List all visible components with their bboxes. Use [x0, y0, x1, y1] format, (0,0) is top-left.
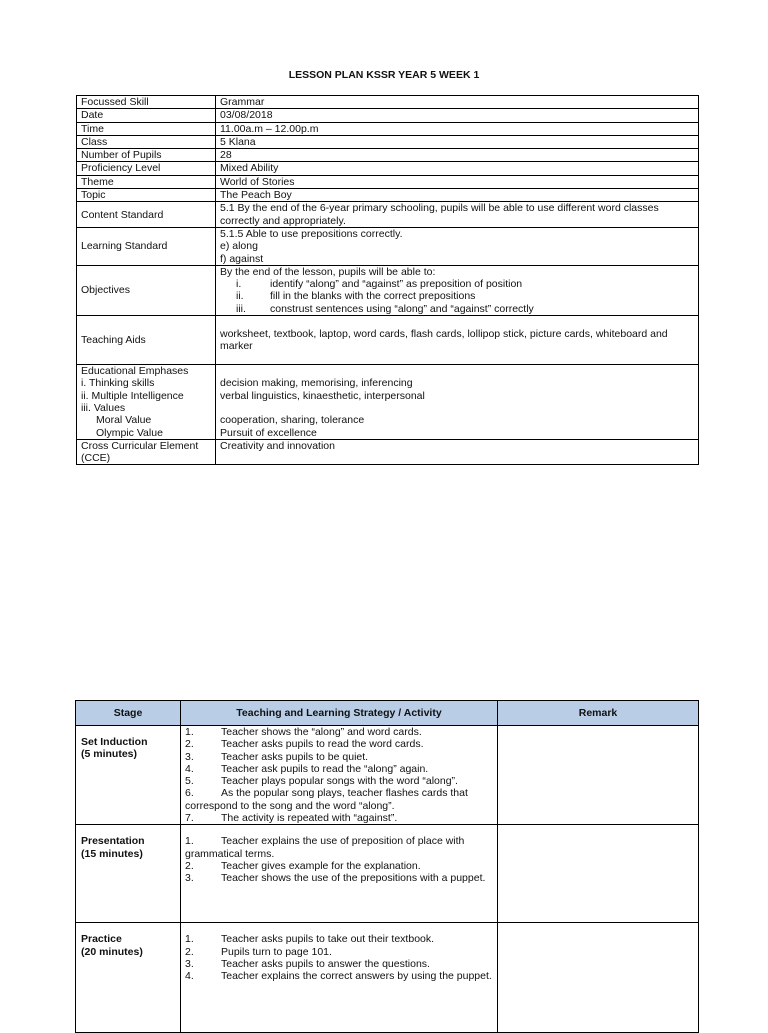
objective-text: fill in the blanks with the correct prepositions [270, 290, 476, 303]
cce-label-line: Cross Curricular Element [81, 439, 199, 452]
row-teaching-aids [77, 316, 699, 365]
step-text: Teacher asks pupils to answer the questions. [221, 957, 430, 970]
label-content-standard: Content Standard [77, 202, 216, 228]
row-focussed-skill [77, 96, 699, 109]
header-activity: Teaching and Learning Strategy / Activity [181, 701, 498, 726]
emphases-olympic: Pursuit of excellence [220, 426, 317, 439]
step-text: Teacher ask pupils to read the “along” again. [221, 762, 429, 775]
label-proficiency: Proficiency Level [77, 162, 216, 175]
step-num: 5. [185, 775, 194, 788]
label-pupils: Number of Pupils [77, 149, 216, 162]
page-title: LESSON PLAN KSSR YEAR 5 WEEK 1 [288, 69, 480, 81]
step-item [185, 738, 493, 750]
steps-list [185, 933, 493, 982]
emphases-thinking: decision making, memorising, inferencing [220, 377, 413, 390]
step-item [185, 872, 493, 884]
steps-list [185, 835, 493, 884]
step-item [185, 835, 493, 860]
step-item [185, 946, 493, 958]
step-num: 3. [185, 750, 194, 763]
step-num: 2. [185, 945, 194, 958]
step-item [185, 751, 493, 763]
step-text: Teacher asks pupils to take out their textbook. [221, 933, 435, 946]
label-teaching-aids: Teaching Aids [77, 316, 216, 365]
stage-cell [76, 726, 181, 825]
value-objectives [216, 265, 699, 315]
step-text: Teacher asks pupils to be quiet. [221, 750, 369, 763]
step-item [185, 860, 493, 872]
row-pupils [77, 149, 699, 162]
value-date: 03/08/2018 [216, 109, 699, 122]
emphases-title: Educational Emphases [81, 365, 189, 378]
row-time [77, 122, 699, 135]
step-num: 6. [185, 787, 194, 800]
plan-row-presentation [76, 825, 699, 923]
step-num: 1. [185, 835, 194, 848]
value-proficiency: Mixed Ability [216, 162, 699, 175]
objectives-list [220, 278, 694, 315]
row-theme [77, 175, 699, 188]
row-cce [77, 439, 699, 465]
remark-cell [498, 825, 699, 923]
step-num: 4. [185, 762, 194, 775]
step-text: The activity is repeated with “against”. [221, 812, 398, 825]
value-content-standard: 5.1 By the end of the 6-year primary schooling, pupils will be able to use different word classes correctly and appropriately. [216, 202, 699, 228]
row-class [77, 135, 699, 148]
value-topic: The Peach Boy [216, 189, 699, 202]
objectives-intro: By the end of the lesson, pupils will be able to: [220, 265, 436, 278]
emphases-olympic-label: Olympic Value [96, 426, 163, 439]
emphases-moral: cooperation, sharing, tolerance [220, 414, 365, 427]
step-text: Teacher gives example for the explanation. [221, 859, 421, 872]
step-item [185, 787, 493, 812]
value-time: 11.00a.m – 12.00p.m [216, 122, 699, 135]
stage-duration: (5 minutes) [81, 748, 138, 761]
objective-text: construst sentences using “along” and “against” correctly [270, 302, 534, 315]
label-objectives: Objectives [77, 265, 216, 315]
row-objectives [77, 265, 699, 315]
label-date: Date [77, 109, 216, 122]
activity-cell [181, 923, 498, 1033]
label-learning-standard: Learning Standard [77, 227, 216, 265]
label-cce [77, 439, 216, 465]
step-num: 4. [185, 970, 194, 983]
step-num: 1. [185, 933, 194, 946]
value-focussed-skill: Grammar [216, 96, 699, 109]
row-proficiency [77, 162, 699, 175]
label-theme: Theme [77, 175, 216, 188]
step-item [185, 812, 493, 824]
header-remark: Remark [498, 701, 699, 726]
stage-name: Set Induction [81, 736, 148, 748]
value-pupils: 28 [216, 149, 699, 162]
step-item [185, 958, 493, 970]
step-text: Teacher plays popular songs with the word “along”. [221, 775, 458, 788]
emphases-moral-label: Moral Value [96, 414, 152, 427]
row-topic [77, 189, 699, 202]
label-focussed-skill: Focussed Skill [77, 96, 216, 109]
objective-num: iii. [236, 302, 246, 315]
stage-duration: (15 minutes) [81, 847, 143, 860]
value-theme: World of Stories [216, 175, 699, 188]
value-learning-standard [216, 227, 699, 265]
value-teaching-aids: worksheet, textbook, laptop, word cards, flash cards, lollipop stick, picture cards, whiteboard and marker [216, 316, 699, 365]
emphases-thinking-label: i. Thinking skills [81, 377, 155, 390]
emphases-mi-label: ii. Multiple Intelligence [81, 389, 184, 402]
plan-header-row [76, 701, 699, 726]
row-educational-emphases [77, 365, 699, 440]
step-num: 2. [185, 859, 194, 872]
value-educational-emphases [216, 365, 699, 440]
value-cce: Creativity and innovation [216, 439, 699, 465]
step-item [185, 775, 493, 787]
step-text: Teacher asks pupils to read the word cards. [221, 738, 424, 751]
lesson-info-table [76, 95, 699, 465]
step-text: Teacher explains the use of preposition of place with grammatical terms. [185, 835, 465, 860]
stage-cell [76, 825, 181, 923]
label-educational-emphases [77, 365, 216, 440]
step-num: 2. [185, 738, 194, 751]
step-text: Pupils turn to page 101. [221, 945, 332, 958]
emphases-mi: verbal linguistics, kinaesthetic, interpersonal [220, 389, 425, 402]
learning-standard-line: f) against [220, 252, 264, 265]
stage-name: Presentation [81, 835, 145, 848]
step-num: 7. [185, 812, 194, 825]
step-item [185, 970, 493, 982]
plan-row-set-induction [76, 726, 699, 825]
step-text: Teacher shows the “along” and word cards. [221, 726, 422, 738]
row-content-standard [77, 202, 699, 228]
step-num: 3. [185, 957, 194, 970]
step-num: 3. [185, 872, 194, 885]
step-text: Teacher explains the correct answers by using the puppet. [221, 970, 492, 983]
steps-list [185, 726, 493, 824]
step-item [185, 726, 493, 738]
learning-standard-line: 5.1.5 Able to use prepositions correctly. [220, 227, 403, 240]
emphases-values-label: iii. Values [81, 401, 126, 414]
objective-item [220, 303, 694, 315]
objective-item [220, 290, 694, 302]
step-text: Teacher shows the use of the prepositions with a puppet. [221, 872, 486, 885]
remark-cell [498, 923, 699, 1033]
step-item [185, 763, 493, 775]
label-time: Time [77, 122, 216, 135]
step-num: 1. [185, 726, 194, 738]
header-stage: Stage [76, 701, 181, 726]
remark-cell [498, 726, 699, 825]
value-class: 5 Klana [216, 135, 699, 148]
cce-label-line: (CCE) [81, 452, 111, 465]
learning-standard-line: e) along [220, 240, 258, 253]
stage-cell [76, 923, 181, 1033]
objective-num: i. [236, 278, 242, 291]
label-class: Class [77, 135, 216, 148]
objective-text: identify “along” and “against” as preposition of position [270, 278, 523, 291]
row-learning-standard [77, 227, 699, 265]
step-item [185, 933, 493, 945]
row-date [77, 109, 699, 122]
activity-cell [181, 726, 498, 825]
plan-row-practice [76, 923, 699, 1033]
objective-item [220, 278, 694, 290]
label-topic: Topic [77, 189, 216, 202]
objective-num: ii. [236, 290, 244, 303]
stage-name: Practice [81, 933, 122, 946]
stage-duration: (20 minutes) [81, 945, 143, 958]
step-text: As the popular song plays, teacher flashes cards that correspond to the song and the word “along”. [185, 787, 468, 812]
activity-cell [181, 825, 498, 923]
lesson-plan-table [75, 700, 699, 1033]
